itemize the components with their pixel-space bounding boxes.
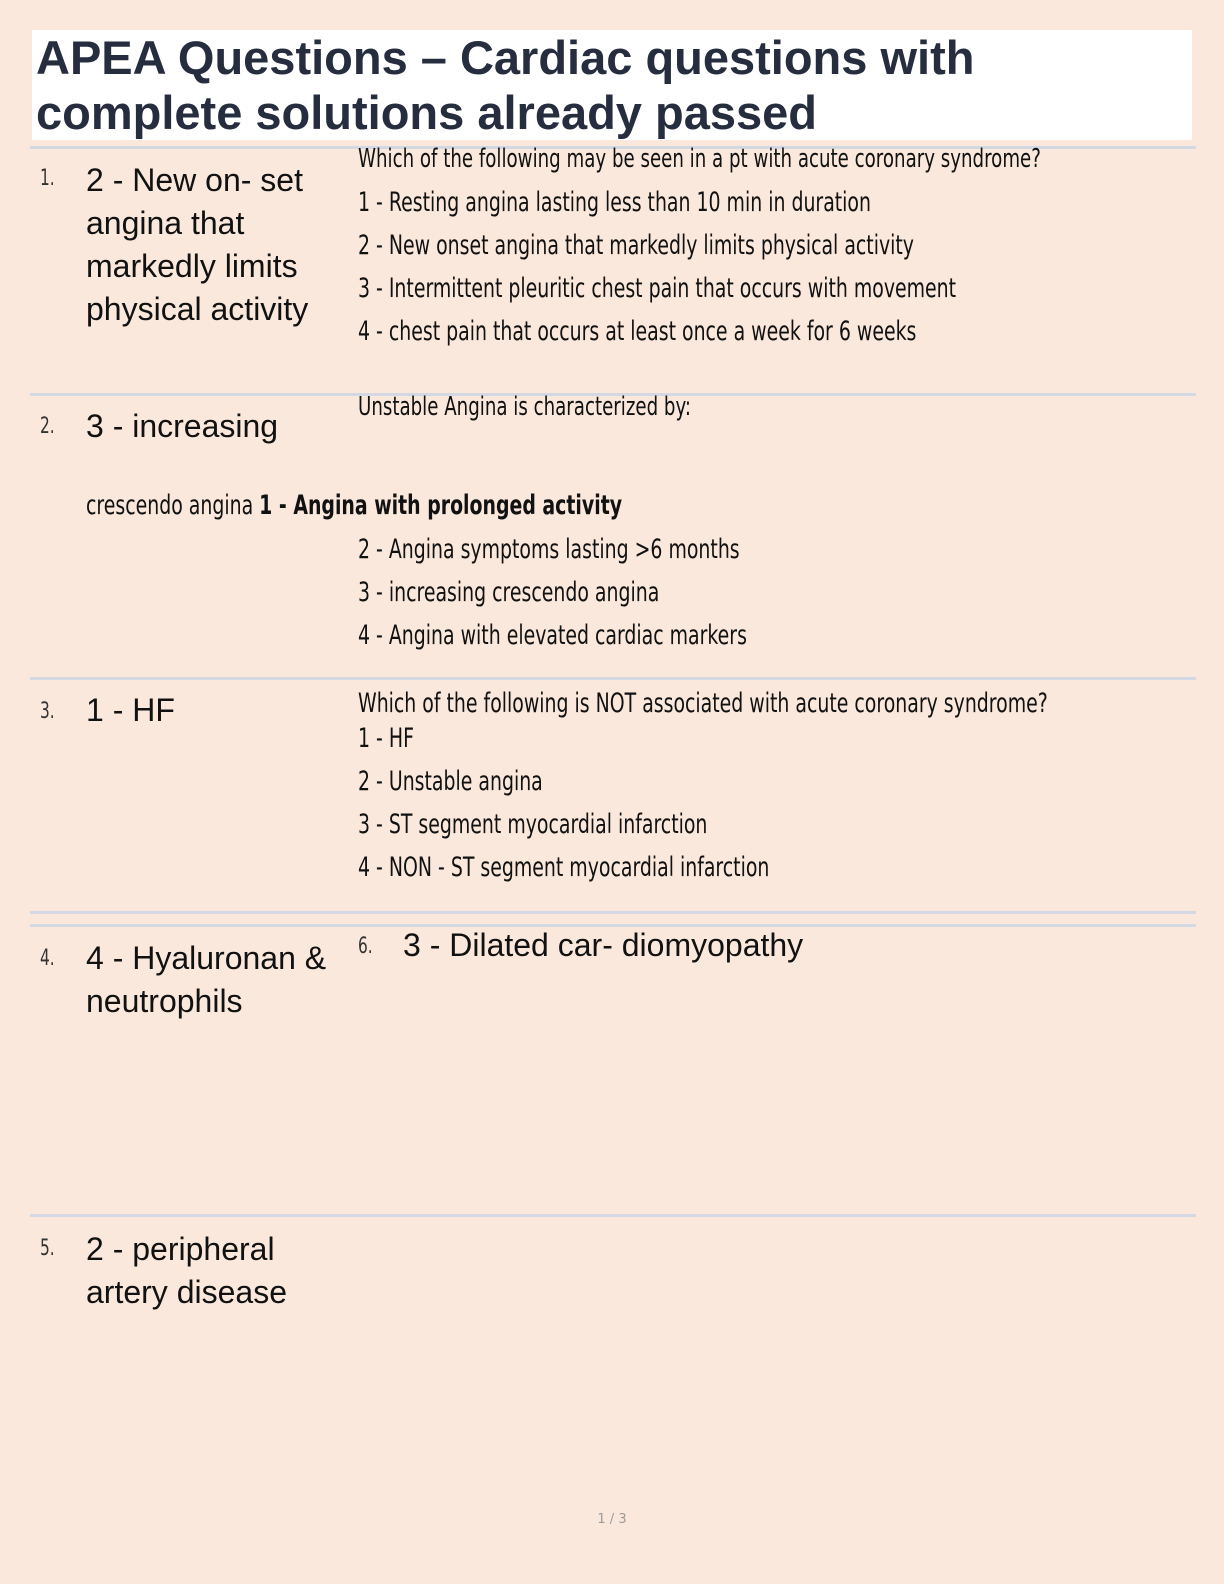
question-text: Unstable Angina is characterized by: (358, 392, 692, 422)
option-item: 1 - HF (358, 723, 414, 754)
option-item: 2 - Angina symptoms lasting >6 months (358, 534, 740, 565)
option-item: 3 - Intermittent pleuritic chest pain that occurs with movement (358, 273, 957, 304)
question-block (358, 146, 1128, 353)
answer-text: 1 - HF (86, 692, 175, 728)
question-options (358, 528, 1128, 657)
divider (30, 677, 1196, 680)
question-text: Which of the following may be seen in a pt with acute coronary syndrome? (358, 144, 1041, 174)
answer-text: 4 - Hyaluronan & neutrophils (86, 940, 327, 1019)
item-number: 3. (40, 699, 55, 724)
option-item: 4 - Angina with elevated cardiac markers (358, 620, 747, 651)
item-number: 4. (40, 946, 55, 971)
page-number: 1 / 3 (597, 1512, 627, 1527)
answer-text-continued: crescendo angina (86, 490, 254, 521)
answer-text: 2 - peripheral artery disease (86, 1231, 287, 1310)
option-item: 3 - increasing crescendo angina (358, 577, 660, 608)
item-number: 1. (40, 166, 55, 191)
page-title: APEA Questions – Cardiac questions with complete solutions already passed (36, 31, 975, 139)
option-item: 2 - New onset angina that markedly limits physical activity (358, 230, 914, 261)
option-item: 1 - Resting angina lasting less than 10 min in duration (358, 187, 871, 218)
item-number: 2. (40, 414, 55, 439)
question-block (358, 394, 1128, 420)
divider (30, 1214, 1196, 1217)
item-number: 5. (40, 1236, 55, 1261)
option-item: 2 - Unstable angina (358, 766, 543, 797)
divider (30, 911, 1196, 914)
answer-text: 3 - increasing (86, 408, 279, 444)
answer-text: 2 - New on- set angina that markedly limits physical activity (86, 162, 309, 327)
answer-text: 3 - Dilated car- diomyopathy (403, 927, 804, 963)
item-number: 6. (358, 934, 373, 959)
answer-continuation-row (86, 486, 622, 526)
question-text: Which of the following is NOT associated with acute coronary syndrome? (358, 688, 1048, 719)
option-item: 1 - Angina with prolonged activity (259, 490, 623, 521)
option-item: 3 - ST segment myocardial infarction (358, 809, 708, 840)
option-item: 4 - chest pain that occurs at least once a week for 6 weeks (358, 316, 917, 347)
option-item: 4 - NON - ST segment myocardial infarction (358, 852, 770, 883)
question-block (358, 688, 1128, 889)
